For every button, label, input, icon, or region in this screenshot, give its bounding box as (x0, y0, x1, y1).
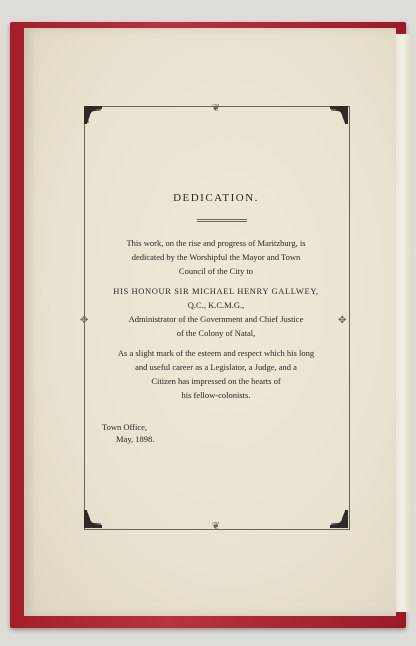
signoff-place: Town Office, (102, 422, 148, 432)
dedication-heading: DEDICATION. (173, 192, 259, 204)
intro-line: dedicated by the Worshipful the Mayor and Town (131, 252, 301, 262)
tribute-line: As a slight mark of the esteem and respect which his long (117, 348, 315, 358)
signoff-date: May, 1898. (116, 434, 155, 444)
corner-ornament-icon (329, 509, 349, 529)
tribute-line: and useful career as a Legislator, a Judge, and a (135, 362, 297, 372)
fleuron-bottom-icon: ❦ (211, 521, 221, 532)
tribute-line: his fellow-colonists. (181, 390, 251, 400)
corner-ornament-icon (83, 105, 103, 125)
heading-rule (197, 219, 247, 222)
fleuron-top-icon: ❦ (211, 103, 221, 114)
dedicatee-name: HIS HONOUR SIR MICHAEL HENRY GALLWEY, (113, 286, 319, 296)
tribute-line: Citizen has impressed on the hearts of (151, 376, 281, 386)
title-line: Administrator of the Government and Chief Justice (128, 314, 304, 324)
intro-line: This work, on the rise and progress of Maritzburg, is (126, 238, 306, 248)
fleuron-right-icon: ✥ (338, 315, 347, 326)
fleuron-left-icon: ✥ (80, 315, 89, 326)
corner-ornament-icon (83, 509, 103, 529)
title-line: of the Colony of Natal, (176, 328, 256, 338)
intro-line: Council of the City to (178, 266, 254, 276)
dedicatee-honours: Q.C., K.C.M.G., (187, 300, 245, 310)
corner-ornament-icon (329, 105, 349, 125)
